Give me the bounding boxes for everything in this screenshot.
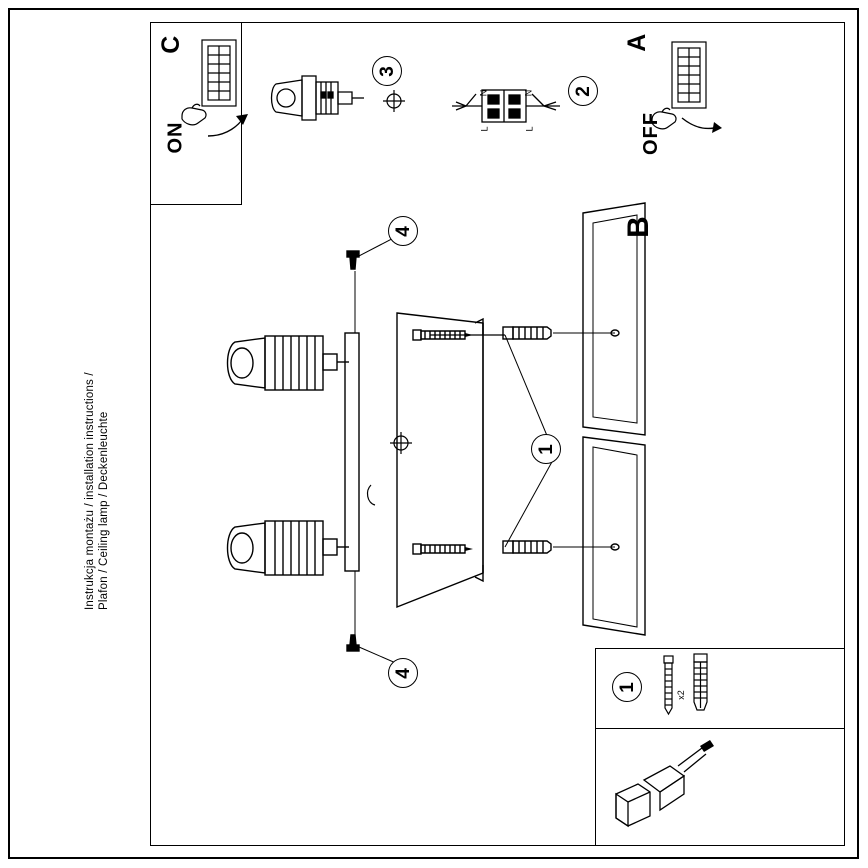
terminal-marking-n-right: N <box>523 89 534 97</box>
terminal-marking-l-right: L <box>524 126 535 132</box>
step-4-badge-top <box>388 216 418 246</box>
parts-plug-quantity: x2 <box>675 690 686 700</box>
caption-line-1: Instrukcja montażu / installation instructions / <box>84 372 96 610</box>
step-4-badge-bottom <box>388 658 418 688</box>
step-1-badge-parts <box>612 672 642 702</box>
step-1-label-main: 1 <box>535 443 557 455</box>
step-2-badge <box>568 76 598 106</box>
caption-line-2: Plafon / Ceiling lamp / Deckenleuchte <box>98 411 110 610</box>
terminal-marking-n-left: N <box>478 89 489 97</box>
step-3-label: 3 <box>376 65 398 77</box>
panel-a-state-label: OFF <box>640 112 662 155</box>
panel-b-letter: B <box>621 216 655 238</box>
step-2-label: 2 <box>572 85 594 97</box>
step-4-label-bottom: 4 <box>392 667 414 679</box>
panel-a-letter: A <box>622 33 651 52</box>
panel-c-state-label: ON <box>164 121 187 154</box>
step-1-badge-main <box>531 434 561 464</box>
step-1-label-parts: 1 <box>616 681 638 693</box>
panel-c-letter: C <box>156 35 185 54</box>
step-3-badge <box>372 56 402 86</box>
step-4-label-top: 4 <box>392 225 414 237</box>
terminal-marking-l-left: L <box>479 126 490 132</box>
parts-box-divider <box>595 728 845 729</box>
